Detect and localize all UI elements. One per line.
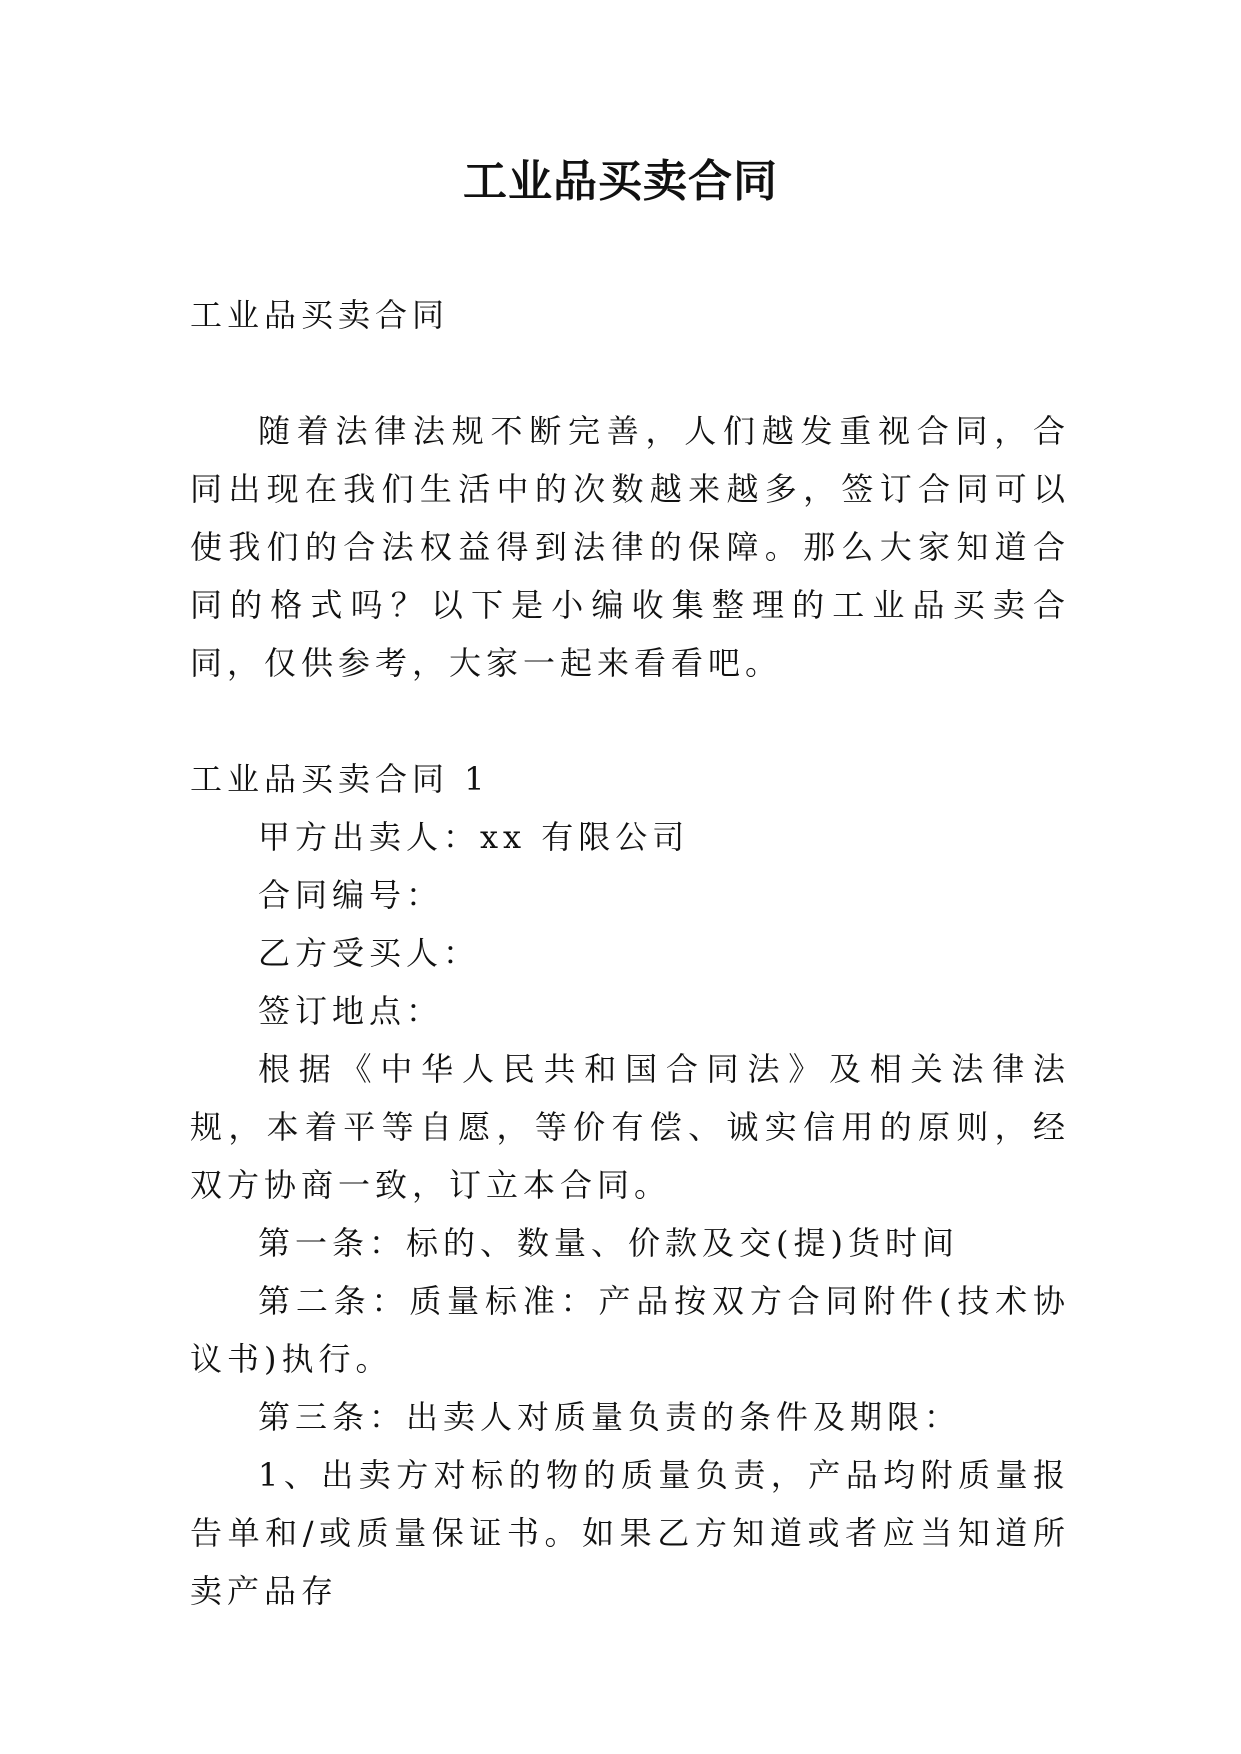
signing-place-line: 签订地点： <box>258 992 444 1030</box>
article-3-item-1: 1、出卖方对标的物的质量负责，产品均附质量报告单和/或质量保证书。如果乙方知道或者应当知道所卖产品存 <box>190 1456 1070 1610</box>
article-3: 第三条：出卖人对质量负责的条件及期限： <box>258 1398 962 1436</box>
article-2: 第二条：质量标准：产品按双方合同附件(技术协议书)执行。 <box>190 1282 1070 1378</box>
contract-number-line: 合同编号： <box>258 876 444 914</box>
document-title: 工业品买卖合同 <box>463 156 778 207</box>
subtitle-text: 工业品买卖合同 <box>190 296 450 334</box>
intro-section <box>190 402 1070 692</box>
intro-paragraph: 随着法律法规不断完善，人们越发重视合同，合同出现在我们生活中的次数越来越多，签订合同可以使我们的合法权益得到法律的保障。那么大家知道合同的格式吗？以下是小编收集整理的工业品买卖合同，仅供参考，大家一起来看看吧。 <box>190 412 1070 682</box>
buyer-line: 乙方受买人： <box>258 934 481 972</box>
section-heading: 工业品买卖合同 1 <box>190 760 490 798</box>
preamble-paragraph: 根据《中华人民共和国合同法》及相关法律法规，本着平等自愿，等价有偿、诚实信用的原则，经双方协商一致，订立本合同。 <box>190 1050 1070 1204</box>
contract-section-1 <box>190 750 1070 1620</box>
article-1: 第一条：标的、数量、价款及交(提)货时间 <box>258 1224 959 1262</box>
document-subtitle <box>190 286 1070 344</box>
seller-line: 甲方出卖人：xx 有限公司 <box>258 818 690 856</box>
